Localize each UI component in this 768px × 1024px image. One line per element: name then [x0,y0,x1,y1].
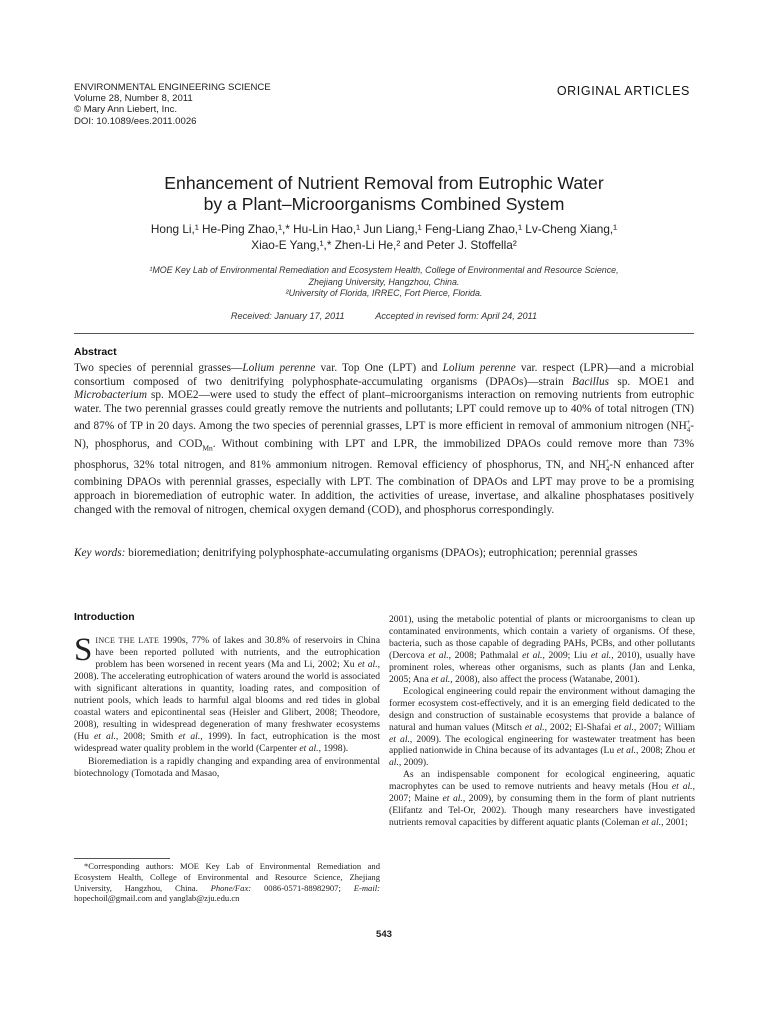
intro-text: Ecological engineering could repair the environment without damaging the former ecosystem cost-effectively, and it is an emerging field dedicated to the design and construction of sustainable ecosystems that provide a balance of natural and human values (Mitsch [389,685,695,733]
ammonium-subscript: 4 [605,464,610,473]
journal-copyright: © Mary Ann Liebert, Inc. [74,104,178,116]
et-al: et al. [389,745,696,769]
abstract-body [74,362,694,517]
abstract-text: sp. MOE2—were used to study the effect of plant–microorganisms interaction on removing nutrients from eutrophic water. The two perennial grasses could greatly remove the nutrients and pollutants; LPT could remove up to 40% of total nitrogen (TN) and 87% of TP in 20 days. Among the two species of perennial grasses, LPT is more efficient in removal of ammonium nitrogen (NH [74,389,694,433]
abstract-text: var. respect (LPR)—and a microbial consortium composed of two denitrifying polyphosphate-accumulating organisms (DPAOs)—strain [74,362,695,388]
et-al: et al. [428,649,449,661]
page-number: 543 [375,929,392,940]
intro-text: , 2008; Zhou [636,745,689,757]
abstract-text: . Without combining with LPT and LPR, the immobilized DPAOs could remove more than 73% phosphorus, 32% total nitrogen, and 81% ammonium nitrogen. Removal efficiency of phosphorus, TN, and NH [74,437,694,471]
species-name: Lolium perenne [242,362,316,374]
intro-text: , 2008; Pathmalal [448,649,523,661]
article-dates [74,311,694,321]
intro-text: , 2009; Liu [542,649,591,661]
journal-name: ENVIRONMENTAL ENGINEERING SCIENCE [74,82,271,93]
intro-text: 1990s, 77% of lakes and 30.8% of reservoirs in China have been reported polluted with nutrients, and the eutrophication problem has been worsened in recent years (Ma and Li, 2002; Xu [95,634,380,670]
received-date: Received: January 17, 2011 [230,311,345,321]
et-al: et al. [616,745,637,757]
intro-paragraph-4 [389,686,695,770]
species-name: Microbacterium [74,389,147,402]
et-al: et al. [590,649,612,661]
et-al: et al. [431,673,451,685]
et-al: et al. [614,721,634,733]
title-line-1: Enhancement of Nutrient Removal from Eutrophic Water [164,173,604,193]
footnote-text: hopechoil@gmail.com and yanglab@zju.edu.cn [74,893,240,904]
accepted-date: Accepted in revised form: April 24, 2011 [375,311,538,321]
abstract-text: sp. MOE1 and [609,375,695,388]
affiliation-2: ²University of Florida, IRREC, Fort Pierce, Florida. [285,288,483,298]
et-al: et al. [178,730,201,742]
email-label: E-mail: [353,882,380,893]
affiliation-1b: Zhejiang University, Hangzhou, China. [308,276,460,287]
et-al: et al. [357,658,378,670]
introduction-heading: Introduction [74,612,135,623]
intro-text: 2001), using the metabolic potential of plants or microorganisms to clean up contaminated environments, which contain a variety of organisms. Of these, bacteria, such as those capable of degrading PAHs, PCBs, and other pollutants (Dercova [389,614,695,661]
ammonium-subscript: 4 [686,426,691,435]
intro-text: , 2009). The ecological engineering for wastewater treatment has been applied nationwide in China because of its advantages (Lu [389,733,696,757]
species-name: Lolium perenne [442,362,516,374]
small-caps-text: INCE THE LATE [95,635,160,645]
et-al: et al. [94,730,116,742]
footnote-text: MOE Key Lab of Environmental Remediation and Ecosystem Health, College of Environmental and Resource Science, Zhejiang University, Hangzhou, China. [74,861,380,893]
et-al: et al. [524,721,545,733]
intro-text: , 2002; El-Shafai [544,721,615,733]
intro-text: , 1999). In fact, eutrophication is the most widespread water quality problem in the world (Carpenter [74,730,380,754]
footnote-text: 0086-0571-88982907; [251,882,354,893]
corresponding-author-footnote [74,861,380,904]
keywords [74,547,694,561]
intro-text: , 2001; [661,817,688,829]
intro-text: , 2007; William [633,721,696,733]
intro-paragraph-3 [389,614,695,686]
abstract-text: -N), phosphorus, and COD [74,420,694,450]
footnote-divider [74,858,170,859]
ammonium-superscript: + [686,418,691,427]
journal-doi: DOI: 10.1089/ees.2011.0026 [74,115,197,127]
footnote-label: *Corresponding authors: [84,861,174,871]
intro-text: , 2008). The accelerating eutrophication of waters around the world is associated with significant alterations in quantity, loading rates, and composition of nutrient pools, which leads to harmful algal blooms and red tides in global coastal waters and epicontinental seas (Heisler and Glibert, 2008; Theodore, 2008), resulting in widespread degeneration of many freshwater ecosystems (Hu [74,658,380,742]
intro-text: , 2010), usually have prominent roles, whereas other organisms, such as plants (Jan and Lenka, 2005; Ana [389,649,696,685]
et-al: et al. [522,649,543,661]
drop-cap: S [74,631,93,668]
et-al: et al. [299,742,319,754]
keywords-text: bioremediation; denitrifying polyphosphate-accumulating organisms (DPAOs); eutrophication; perennial grasses [125,547,638,559]
title-line-2: by a Plant–Microorganisms Combined System [203,194,565,214]
intro-text: , 2009). [398,757,429,769]
journal-volume: Volume 28, Number 8, 2011 [74,93,193,105]
affiliations [74,265,694,300]
ammonium-superscript: + [605,456,610,465]
author-list [74,222,694,253]
intro-text: , 2007; Maine [389,781,695,805]
affiliation-1a: ¹MOE Key Lab of Environmental Remediation and Ecosystem Health, College of Environmental and Resource Science, [149,265,619,275]
et-al: et al. [442,793,463,805]
phone-label: Phone/Fax: [210,882,252,893]
cod-subscript: Mn [202,443,213,453]
intro-text: , 1998). [318,742,349,754]
authors-line-1: Hong Li,¹ He-Ping Zhao,¹,* Hu-Lin Hao,¹ Jun Liang,¹ Feng-Liang Zhao,¹ Lv-Cheng Xiang,¹ [150,222,618,236]
et-al: et al. [671,781,693,793]
abstract-text: -N enhanced after combining DPAOs with perennial grasses, especially with LPT. The combination of DPAOs and LPT may prove to be a promising approach in bioremediation of eutrophic water. In addition, the activities of urease, invertase, and alkaline phosphatases positively changed with the removal of nitrogen, chemical oxygen demand (COD), and phosphorus correspondingly. [74,458,694,516]
left-column [74,612,380,780]
intro-paragraph-2: Bioremediation is a rapidly changing and expanding area of environmental biotechnology (Tomotada and Masao, [74,756,380,780]
keywords-label: Key words: [74,547,126,559]
intro-paragraph-5 [389,769,695,829]
intro-text: As an indispensable component for ecological engineering, aquatic macrophytes can be used to remove nutrients and heavy metals (Hou [389,769,695,793]
intro-text: , 2009), by consuming them in the form of plant nutrients (Elifantz and Tel-Or, 2002). Though many researchers have investigated nutrients removal capacities by different aquatic plants (Coleman [389,793,696,829]
right-column [389,614,695,829]
section-tag: ORIGINAL ARTICLES [556,84,690,98]
abstract-text: Two species of perennial grasses— [74,362,243,374]
et-al: et al. [389,733,410,745]
et-al: et al. [641,817,662,829]
header-divider [74,333,694,334]
journal-info [74,82,271,127]
intro-text: , 2008), also affect the process (Watanabe, 2001). [450,673,640,685]
authors-line-2: Xiao-E Yang,¹,* Zhen-Li He,² and Peter J. Stoffella² [251,237,517,252]
intro-paragraph-1 [74,631,380,755]
abstract-heading: Abstract [74,346,117,358]
article-title [74,173,694,215]
abstract-text: var. Top One (LPT) and [315,362,443,374]
intro-text: , 2008; Smith [115,730,179,742]
species-name: Bacillus [571,375,609,388]
